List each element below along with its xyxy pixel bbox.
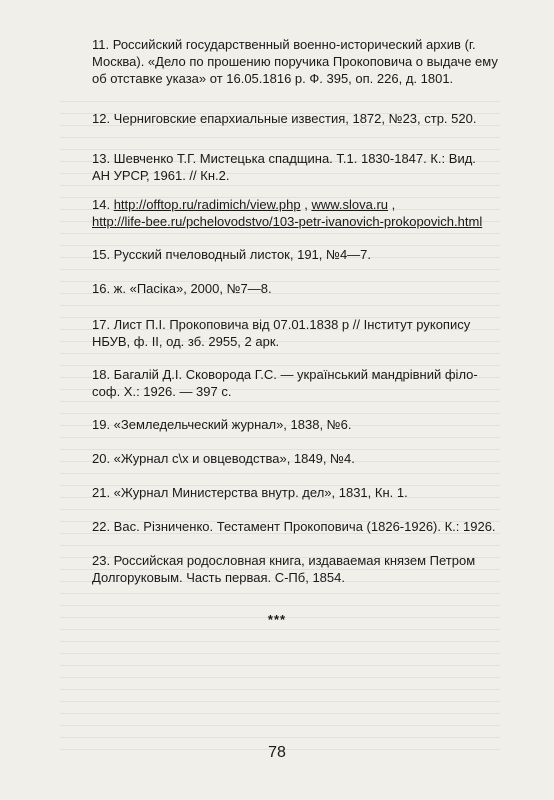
reference-line: 17. Лист П.І. Прокоповича від 07.01.1838 р // Інститут рукопису	[92, 317, 471, 332]
reference-line: Москва). «Дело по прошению поручика Прокоповича о выдаче ему	[92, 54, 498, 69]
reference-item-14	[92, 196, 482, 230]
reference-item-12	[92, 110, 476, 127]
life-bee-link[interactable]: http://life-bee.ru/pchelovodstvo/103-petr-ivanovich-prokopovich.html	[92, 214, 483, 229]
section-separator: ***	[267, 612, 287, 627]
reference-item-20	[92, 450, 355, 467]
slova-link[interactable]: www.slova.ru	[311, 197, 389, 212]
reference-line: 19. «Земледельческий журнал», 1838, №6.	[92, 417, 352, 432]
reference-item-11	[92, 36, 498, 87]
reference-line: НБУВ, ф. ІІ, од. зб. 2955, 2 арк.	[92, 334, 280, 349]
reference-line: Долгоруковым. Часть первая. С-Пб, 1854.	[92, 570, 345, 585]
reference-item-22	[92, 518, 496, 535]
reference-line: 12. Черниговские епархиальные известия, 1872, №23, стр. 520.	[92, 111, 477, 126]
reference-line	[92, 196, 482, 213]
separator-text: ,	[300, 197, 312, 212]
reference-item-17	[92, 316, 470, 350]
reference-line: 21. «Журнал Министерства внутр. дел», 1831, Кн. 1.	[92, 485, 408, 500]
reference-line: 20. «Журнал с\х и овцеводства», 1849, №4.	[92, 451, 355, 466]
reference-number: 14.	[92, 197, 114, 212]
separator-text: ,	[388, 197, 396, 212]
reference-item-21	[92, 484, 408, 501]
reference-line: 23. Российская родословная книга, издаваемая князем Петром	[92, 553, 476, 568]
reference-line: 15. Русский пчеловодный листок, 191, №4—7.	[92, 247, 372, 262]
reference-line	[92, 213, 482, 230]
reference-line: АН УРСР, 1961. // Кн.2.	[92, 168, 230, 183]
reference-line: соф. Х.: 1926. — 397 с.	[92, 384, 232, 399]
reference-item-16	[92, 280, 272, 297]
reference-line: 18. Багалій Д.І. Сковорода Г.С. — український мандрівний філо-	[92, 367, 478, 382]
reference-item-13	[92, 150, 476, 184]
reference-line: об отставке указа» от 16.05.1816 р. Ф. 395, оп. 226, д. 1801.	[92, 71, 454, 86]
reference-item-15	[92, 246, 371, 263]
reference-line: 16. ж. «Пасіка», 2000, №7—8.	[92, 281, 272, 296]
reference-line: 13. Шевченко Т.Г. Мистецька спадщина. Т.1. 1830-1847. К.: Вид.	[92, 151, 476, 166]
offtop-link[interactable]: http://offtop.ru/radimich/view.php	[113, 197, 301, 212]
reference-line: 11. Российский государственный военно-исторический архив (г.	[92, 37, 476, 52]
reference-item-19	[92, 416, 351, 433]
reference-line: 22. Вас. Різниченко. Тестамент Прокоповича (1826-1926). К.: 1926.	[92, 519, 496, 534]
reference-item-18	[92, 366, 478, 400]
page-number: 78	[268, 744, 286, 761]
reference-item-23	[92, 552, 475, 586]
